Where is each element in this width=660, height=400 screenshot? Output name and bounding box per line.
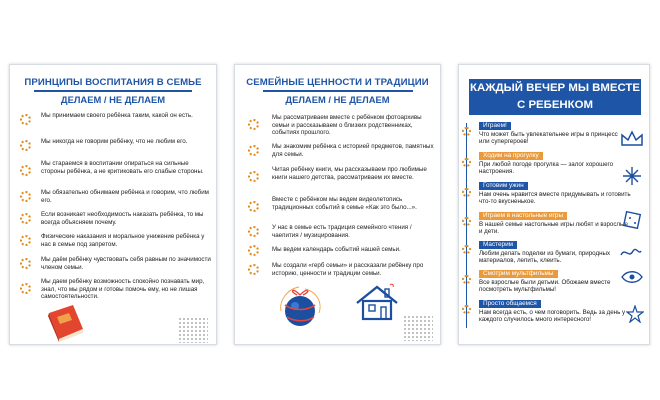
scribble-icon — [619, 245, 643, 261]
activity-tag: Играем! — [479, 122, 511, 130]
card-upbringing-principles — [9, 64, 217, 345]
crown-icon — [619, 129, 645, 149]
dotted-circle-icon — [20, 258, 31, 269]
dotted-circle-icon — [20, 140, 31, 151]
list-item-text: Мы создали «герб семьи» и рассказали ребёнку про историю, ценности и традиции семьи. — [272, 262, 424, 277]
activity-text: В нашей семье настольные игры любят и взрослые и дети. — [479, 221, 628, 236]
dotted-circle-icon — [462, 245, 471, 254]
activity-text: Нам всегда есть, о чем поговорить. Ведь за день у каждого случилось много интересного! — [479, 309, 626, 324]
list-item-text: Мы рассматриваем вместе с ребёнком фотоархивы семьи и рассказываем о близких родственниках, событиях прошлого. — [272, 114, 422, 137]
list-item-text: Физические наказания и моральное унижение ребёнка у нас в семье под запретом. — [41, 233, 205, 248]
eye-icon — [620, 269, 644, 285]
title-underline — [34, 90, 192, 92]
activity-tag: Просто общаемся — [479, 300, 541, 308]
card-title-line1: КАЖДЫЙ ВЕЧЕР МЫ ВМЕСТЕ — [470, 82, 640, 94]
dotted-circle-icon — [248, 145, 259, 156]
dotted-circle-icon — [462, 158, 471, 167]
dotted-circle-icon — [462, 217, 471, 226]
title-underline — [263, 90, 413, 92]
card-title-line2: С РЕБЕНКОМ — [517, 99, 593, 111]
dice-icon — [623, 211, 643, 229]
dotted-circle-icon — [462, 275, 471, 284]
dot-pattern — [178, 317, 208, 343]
dotted-circle-icon — [248, 226, 259, 237]
activity-text: Любим делать поделки из бумаги, природных материалов, лепить, клеить. — [479, 250, 611, 265]
dotted-circle-icon — [20, 213, 31, 224]
list-item-text: Мы даем ребёнку возможность спокойно познавать мир, знал, что мы рядом и готовы помочь ему, но не лишая самостоятельности. — [41, 278, 205, 301]
dotted-circle-icon — [462, 305, 471, 314]
dot-pattern — [403, 315, 433, 341]
book-icon — [43, 303, 87, 343]
house-icon — [354, 283, 400, 323]
list-item-text: Если возникает необходимость наказать ребёнка, то мы всегда объясняем почему. — [41, 211, 204, 226]
dotted-circle-icon — [20, 191, 31, 202]
card-family-values — [234, 64, 441, 345]
dotted-circle-icon — [20, 114, 31, 125]
activity-text: Нам очень нравится вместе придумывать и готовить что-то вкусненькое. — [479, 191, 631, 206]
list-item-text: Мы обязательно обнимаем ребёнка и говорим, что любим его. — [41, 189, 209, 204]
card-subtitle: ДЕЛАЕМ / НЕ ДЕЛАЕМ — [285, 94, 390, 105]
dotted-circle-icon — [462, 127, 471, 136]
activity-tag: Готовим ужин — [479, 182, 528, 190]
list-item-text: Читая ребёнку книги, мы рассказываем про любимые книги нашего детства, рассматриваем их вместе. — [272, 166, 427, 181]
activity-tag: Смотрим мультфильмы — [479, 270, 558, 278]
dotted-circle-icon — [248, 201, 259, 212]
card-title-banner — [469, 79, 641, 115]
dotted-circle-icon — [20, 235, 31, 246]
list-item-text: Мы принимаем своего ребёнка таким, какой он есть. — [41, 112, 193, 119]
list-item-text: У нас в семье есть традиция семейного чтения / чаепития / музицирования. — [272, 224, 412, 239]
card-title: СЕМЕЙНЫЕ ЦЕННОСТИ И ТРАДИЦИИ — [246, 77, 429, 88]
dotted-circle-icon — [248, 245, 259, 256]
activity-tag: Ходим на прогулку — [479, 152, 543, 160]
list-item-text: Мы стараемся в воспитании опираться на сильные стороны ребёнка, а не критиковать его слабые стороны. — [41, 160, 204, 175]
dotted-circle-icon — [20, 283, 31, 294]
dotted-circle-icon — [20, 165, 31, 176]
activity-tag: Мастерим — [479, 241, 517, 249]
dotted-circle-icon — [462, 188, 471, 197]
dotted-circle-icon — [248, 119, 259, 130]
dotted-circle-icon — [248, 264, 259, 275]
list-item-text: Мы никогда не говорим ребёнку, что не любим его. — [41, 138, 188, 145]
list-item-text: Вместе с ребёнком мы ведем видеолетопись традиционных событий в семье «Как это было...». — [272, 196, 417, 211]
list-item-text: Мы знакомим ребёнка с историей предметов, памятных для семьи. — [272, 143, 434, 158]
dotted-circle-icon — [248, 171, 259, 182]
activity-text: Что может быть увлекательнее игры в принцесс или супергероев! — [479, 131, 618, 146]
activity-tag: Играем в настольные игры — [479, 212, 567, 220]
gift-ball-icon — [279, 281, 323, 329]
activity-text: Все взрослые были детьми. Обожаем вместе посмотреть мультфильмы! — [479, 279, 611, 294]
sparkle-icon — [621, 165, 643, 187]
activity-text: При любой погоде прогулка — залог хорошего настроения. — [479, 161, 614, 176]
card-subtitle: ДЕЛАЕМ / НЕ ДЕЛАЕМ — [60, 94, 166, 105]
list-item-text: Мы ведем календарь событий нашей семьи. — [272, 246, 401, 253]
card-every-evening — [458, 64, 650, 345]
list-item-text: Мы даём ребёнку чувствовать себя равным по значимости членом семьи. — [41, 256, 211, 271]
card-title: ПРИНЦИПЫ ВОСПИТАНИЯ В СЕМЬЕ — [24, 77, 202, 88]
star-icon — [626, 305, 644, 323]
